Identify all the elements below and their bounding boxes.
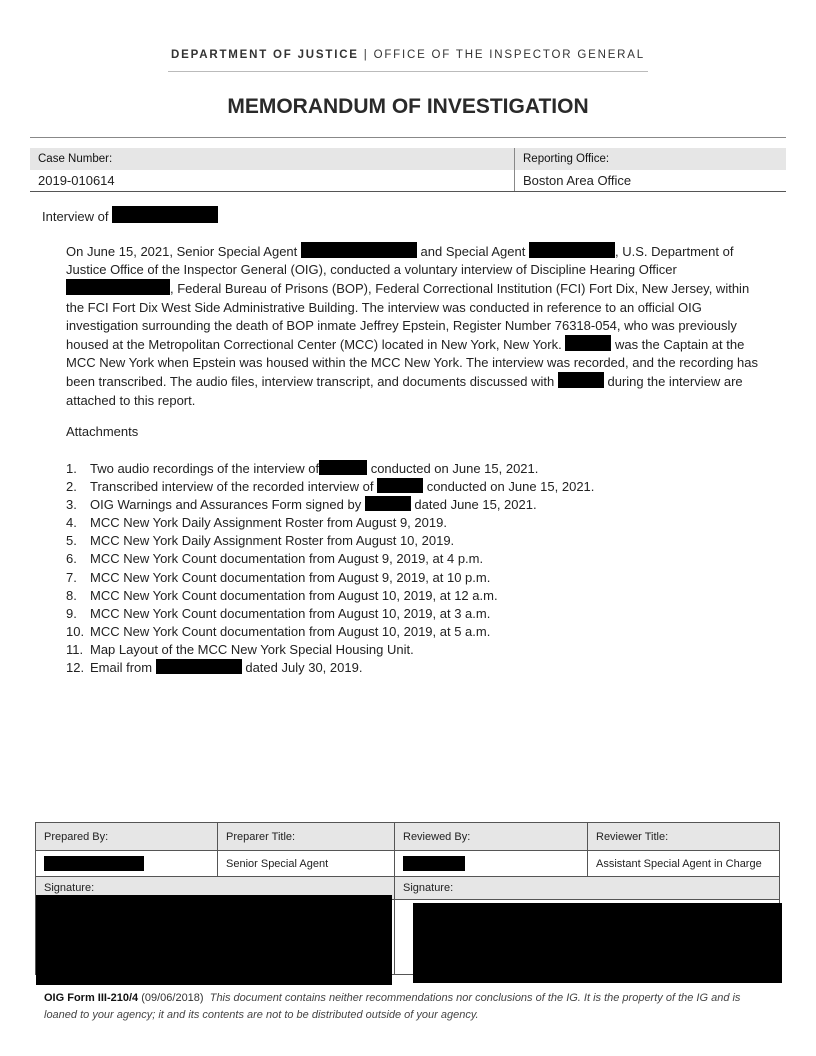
- list-item: 10. MCC New York Count documentation from August 10, 2019, at 5 a.m.: [66, 623, 491, 639]
- body-text: and Special Agent: [420, 244, 526, 259]
- redaction-block: [44, 856, 144, 871]
- body-text: was the Captain at the MCC New York when Epstein was housed within the MCC New York. The interview was recorded, and the recording has been transcribed. The audio files, interview transcript, and documents discussed with: [66, 337, 758, 390]
- redaction-block: [112, 206, 218, 223]
- body-text: On June 15, 2021, Senior Special Agent: [66, 244, 298, 259]
- signature-redaction-left: [36, 895, 392, 985]
- list-item: 12. Email from dated July 30, 2019.: [66, 660, 363, 676]
- header-separator: |: [363, 49, 369, 61]
- reporting-office-label: Reporting Office:: [515, 148, 787, 170]
- case-info-table: [30, 148, 786, 192]
- list-item: 9. MCC New York Count documentation from August 10, 2019, at 3 a.m.: [66, 605, 491, 621]
- redaction-block: [365, 496, 411, 511]
- redaction-block: [319, 460, 367, 475]
- form-date: (09/06/2018): [141, 992, 204, 1004]
- reporting-office-value: Boston Area Office: [515, 170, 787, 192]
- title-divider: [30, 137, 786, 138]
- reviewed-by-label: Reviewed By:: [395, 823, 588, 851]
- redaction-block: [558, 372, 604, 388]
- prepared-by-label: Prepared By:: [36, 823, 218, 851]
- interview-subject: [42, 206, 218, 224]
- reviewer-title-label: Reviewer Title:: [588, 823, 780, 851]
- attachments-list: [66, 460, 766, 677]
- preparer-title-label: Preparer Title:: [218, 823, 395, 851]
- department-name: DEPARTMENT OF JUSTICE: [171, 49, 359, 61]
- body-text: during the interview are attached to this report.: [66, 374, 743, 408]
- redaction-block: [529, 242, 615, 258]
- form-footer: [44, 990, 774, 1024]
- form-disclaimer: This document contains neither recommendations nor conclusions of the IG. It is the property of the IG and is loaned to your agency; it and its contents are not to be distributed outside of your agency.: [44, 992, 741, 1021]
- list-item: 3. OIG Warnings and Assurances Form signed by dated June 15, 2021.: [66, 497, 537, 513]
- list-item: 8. MCC New York Count documentation from August 10, 2019, at 12 a.m.: [66, 587, 498, 603]
- header-divider: [168, 71, 648, 72]
- list-item: 7. MCC New York Count documentation from August 9, 2019, at 10 p.m.: [66, 569, 491, 585]
- office-name: OFFICE OF THE INSPECTOR GENERAL: [373, 49, 645, 61]
- list-item: 11. Map Layout of the MCC New York Special Housing Unit.: [66, 641, 414, 657]
- redaction-block: [565, 335, 611, 351]
- preparer-title-value: Senior Special Agent: [218, 851, 395, 877]
- agency-header: [168, 49, 648, 61]
- case-number-label: Case Number:: [30, 148, 515, 170]
- redaction-block: [156, 659, 242, 674]
- case-number-value: 2019-010614: [30, 170, 515, 192]
- reviewer-title-value: Assistant Special Agent in Charge: [588, 851, 780, 877]
- redaction-block: [403, 856, 465, 871]
- redaction-block: [377, 478, 423, 493]
- body-text: , U.S. Department of Justice Office of the Inspector General (OIG), conducted a voluntary interview of Discipline Hearing Officer: [66, 244, 734, 278]
- page-title: MEMORANDUM OF INVESTIGATION: [227, 95, 589, 118]
- signature-label-left: Signature:: [36, 877, 395, 900]
- attachments-heading: Attachments: [66, 424, 139, 439]
- list-item: 4. MCC New York Daily Assignment Roster from August 9, 2019.: [66, 515, 447, 531]
- list-item: 6. MCC New York Count documentation from August 9, 2019, at 4 p.m.: [66, 551, 484, 567]
- prepared-by-value: [36, 851, 218, 877]
- redaction-block: [66, 279, 170, 295]
- body-text: , Federal Bureau of Prisons (BOP), Federal Correctional Institution (FCI) Fort Dix, New Jersey, within the FCI Fort Dix West Side Administrative Building. The interview was conducted in reference to an official OIG investigation surrounding the death of BOP inmate Jeffrey Epstein, Register Number 76318-054, who was previously housed at the Metropolitan Correctional Center (MCC) located in New York, New York.: [66, 281, 750, 353]
- redaction-block: [301, 242, 417, 258]
- list-item: 2. Transcribed interview of the recorded interview of conducted on June 15, 2021.: [66, 479, 595, 495]
- signature-redaction-right: [413, 903, 782, 983]
- list-item: 1. Two audio recordings of the interview of conducted on June 15, 2021.: [66, 461, 539, 476]
- reviewed-by-value: [395, 851, 588, 877]
- subject-prefix: Interview of: [42, 209, 109, 224]
- interview-summary-paragraph: [66, 242, 766, 410]
- signature-label-right: Signature:: [395, 877, 780, 900]
- list-item: 5. MCC New York Daily Assignment Roster from August 10, 2019.: [66, 533, 455, 549]
- form-id: OIG Form III-210/4: [44, 992, 139, 1004]
